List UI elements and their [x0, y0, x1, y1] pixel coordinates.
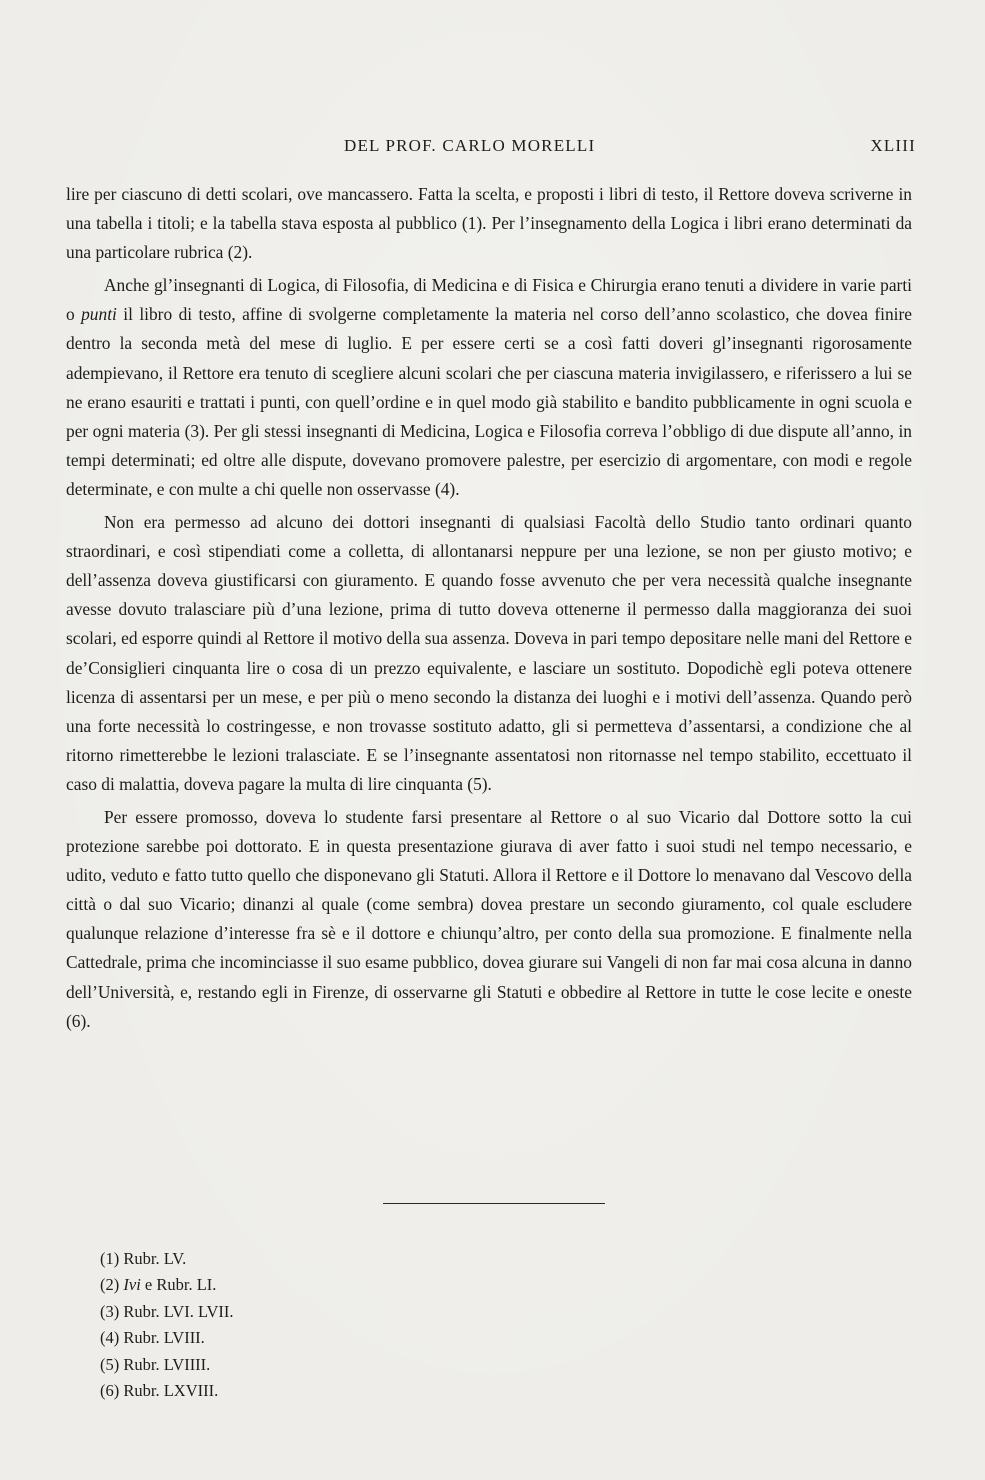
italic-term: punti: [81, 304, 117, 325]
footnote-4: [100, 1325, 400, 1351]
footnote-separator: [383, 1203, 605, 1204]
footnote-number: (1): [100, 1249, 120, 1268]
footnote-text: e Rubr. LI.: [140, 1275, 217, 1295]
paragraph-2-part-2: il libro di testo, affine di svolgerne completamente la materia nel corso dell’anno scolastico, che dovea finire dentro la seconda metà del mese di luglio. E per essere certi se a così fatti doveri gl’insegnanti rigorosamente adempievano, il Rettore era tenuto di scegliere alcuni scolari che per ciascuna materia invigilassero, e riferissero a lui se ne erano esauriti e trattati i punti, con quell’ordine e in quel modo già stabilito e bandito pubblicamente in ogni scuola e per ogni materia (3). Per gli stessi insegnanti di Medicina, Logica e Filosofia correva l’obbligo di due dispute all’anno, in tempi determinati; ed oltre alle dispute, dovevano promovere palestre, per esercizio di argomentare, con modi e regole determinate, e con multe a chi quelle non osservasse (4).: [66, 304, 912, 499]
footnote-6: [100, 1378, 400, 1404]
paragraph-1: lire per ciascuno di detti scolari, ove mancassero. Fatta la scelta, e proposti i libri di testo, il Rettore doveva scriverne in una tabella i titoli; e la tabella stava esposta al pubblico (1). Per l’insegnamento della Logica i libri erano determinati da una particolare rubrica (2).: [66, 184, 912, 263]
running-title: DEL PROF. CARLO MORELLI: [344, 136, 596, 155]
footnote-text: Rubr. LVIII.: [123, 1328, 205, 1348]
footnote-3: [100, 1299, 400, 1325]
paragraph-3: Non era permesso ad alcuno dei dottori insegnanti di qualsiasi Facoltà dello Studio tanto ordinari quanto straordinari, e così stipendiati come a colletta, di allontanarsi neppure per una lezione, se non per giusto motivo; e dell’assenza doveva giustificarsi con giuramento. E quando fosse avvenuto che per vera necessità qualche insegnante avesse dovuto tralasciare più d’una lezione, prima di tutto doveva ottenerne il permesso dalla maggioranza dei suoi scolari, ed esporre quindi al Rettore il motivo della sua assenza. Doveva in pari tempo depositare nelle mani del Rettore e de’Consiglieri cinquanta lire o cosa di un prezzo equivalente, e lasciare un sostituto. Dopodichè egli poteva ottenere licenza di assentarsi per un mese, e per più o meno secondo la distanza dei luoghi e i motivi dell’assenza. Quando però una forte necessità lo costringesse, e non trovasse sostituto adatto, gli si permetteva d’assentarsi, a condizione che al ritorno rimetterebbe le lezioni tralasciate. E se l’insegnante assentatosi non ritornasse nel tempo stabilito, eccettuato il caso di malattia, doveva pagare la multa di lire cinquanta (5).: [66, 512, 912, 794]
paragraph-4: Per essere promosso, doveva lo studente farsi presentare al Rettore o al suo Vicario dal Dottore sotto la cui protezione sarebbe poi dottorato. E in questa presentazione giurava di aver fatto i suoi studi nel tempo necessario, e udito, veduto e fatto tutto quello che disponevano gli Statuti. Allora il Rettore e il Dottore lo menavano dal Vescovo della città o dal suo Vicario; dinanzi al quale (come sembra) dovea prestare un secondo giuramento, col quale escludere qualunque relazione d’interesse fra sè e il dottore e chiunqu’altro, per conto della sua promozione. E finalmente nella Cattedrale, prima che incominciasse il suo esame pubblico, dovea giurare sui Vangeli di non far mai cosa alcuna in danno dell’Università, e, restando egli in Firenze, di osservarne gli Statuti e obbedire al Rettore in tutte le cose lecite e oneste (6).: [66, 806, 912, 1031]
footnote-text: Rubr. LXVIII.: [123, 1381, 219, 1401]
footnote-italic: Ivi: [123, 1275, 141, 1295]
footnote-number: (5): [100, 1354, 120, 1374]
footnote-text: Rubr. LVI. LVII.: [123, 1301, 234, 1321]
footnote-text: Rubr. LV.: [123, 1249, 187, 1268]
footnote-2: [100, 1272, 400, 1298]
footnote-text: Rubr. LVIIII.: [123, 1354, 211, 1374]
page-number: XLIII: [870, 136, 916, 155]
paragraph-2: [66, 271, 912, 504]
footnote-5: [100, 1352, 400, 1378]
footnote-number: (2): [100, 1275, 120, 1295]
footnote-1: [100, 1246, 400, 1272]
footnotes: [100, 1246, 400, 1404]
footnote-number: (6): [100, 1381, 120, 1401]
paragraph-2-part-1: Anche gl’insegnanti di Logica, di Filosofia, di Medicina e di Fisica e Chirurgia erano tenuti a dividere in varie parti o: [66, 275, 912, 325]
page-header: [66, 136, 916, 162]
body-text: [66, 180, 912, 1040]
footnote-number: (3): [100, 1301, 120, 1321]
footnote-number: (4): [100, 1328, 120, 1348]
